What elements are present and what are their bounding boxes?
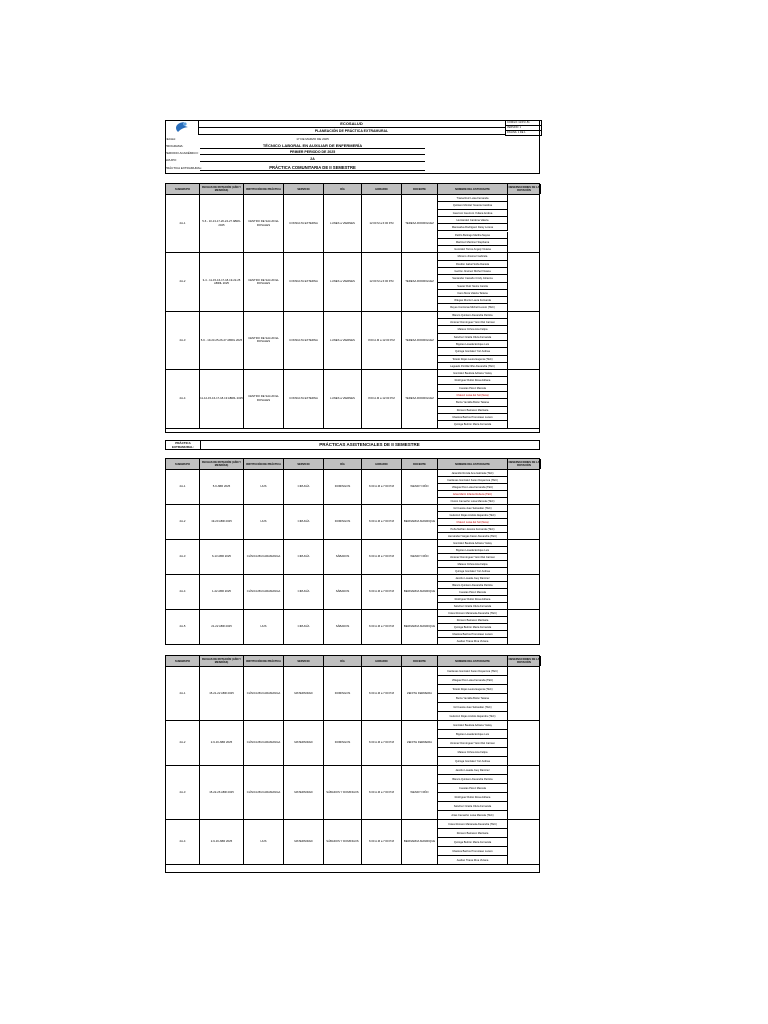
student-name: Gutiérrez Rojas Andrés Alejandra (TEC) <box>438 712 508 721</box>
column-header-day: DÍA <box>324 656 362 666</box>
student-name: Arias Marín Infante Rebeca (TEC) <box>438 491 508 498</box>
cell-institution: HUS <box>244 820 284 864</box>
column-header-day: DÍA <box>324 184 362 194</box>
student-name: Jiménez Domínguez Yeimi Del Carmen <box>438 739 508 748</box>
student-name: Cuestas Pérez Marcela <box>438 385 508 392</box>
cell-service: CONSULTA EXTERNA <box>284 370 324 427</box>
student-name: Cotes Romero Marianela Alexandra (TEC) <box>438 820 508 829</box>
student-name: Laguado Portilla Niño Alexandra (TEC) <box>438 363 508 370</box>
student-name: Cuestas Pérez Marcela <box>438 784 508 793</box>
cell-day: DOMINGOS <box>324 505 362 539</box>
student-name: Blanco Quintero Alexandra Patricia <box>438 582 508 589</box>
column-header-observations: OBSERVACIONES DE LA ROTACIÓN <box>508 186 540 192</box>
table-community <box>165 183 540 433</box>
banner-title: PRÁCTICAS ASISTENCIALES DE II SEMESTRE <box>319 442 420 447</box>
cell-institution: CENTRO DE SALUD EL ROSALES <box>244 195 284 252</box>
subgroup-row <box>166 540 539 575</box>
subgroup-row <box>166 470 539 505</box>
cell-observations <box>508 312 541 369</box>
program-label: PROGRAMA: <box>165 144 184 148</box>
cell-day: LUNES a VIERNES <box>324 253 362 310</box>
cell-observations <box>508 195 541 252</box>
student-name: Sánchez Ocaña Olivia Fernanda <box>438 334 508 341</box>
column-header-students: NOMBRE DEL ESTUDIANTE <box>438 184 508 194</box>
cell-subgroup: 2A-2 <box>166 721 200 765</box>
cell-hours: 6:00 A.M a 7:00 P.M <box>362 766 402 819</box>
column-header-service: SERVICIO <box>284 184 324 194</box>
cell-observations <box>508 470 541 504</box>
student-name: Gil Cuesta Juan Sebastián (TEC) <box>438 703 508 712</box>
cell-subgroup: 2A-2 <box>166 253 200 310</box>
subgroup-row <box>166 610 539 645</box>
student-name: Rodríguez Rubio Rosa Adriana <box>438 596 508 603</box>
cell-dates: 21-22 ABR 2025 <box>200 610 244 644</box>
cell-observations <box>508 667 541 720</box>
subgroup-row <box>166 766 539 820</box>
subgroup-row <box>166 820 539 865</box>
code-line: VERSIÓN: 1 <box>506 126 541 131</box>
code-line: PÁGINA: 1 DE 1 <box>507 131 526 134</box>
cell-service: MATERNIDAD <box>284 667 324 720</box>
practice-label: PRÁCTICA EXTRAMURAL: <box>165 166 203 170</box>
student-name: Gil Cuesta Juan Sebastián (TEC) <box>438 505 508 512</box>
student-name: Romero Barrasco Maritsela <box>438 617 508 624</box>
student-name: Villegas Pico Luisa Fernanda (TEC) <box>438 676 508 685</box>
cell-hours: 6:00 A.M a 7:00 P.M <box>362 721 402 765</box>
cell-subgroup: 2A-1 <box>166 195 200 252</box>
student-name: Jiménez Domínguez Yeimi Del Carmen <box>438 319 508 326</box>
cell-institution: CLÍNICA BUCARAMANGA <box>244 721 284 765</box>
cell-observations <box>508 766 541 819</box>
cell-hours: 6:00 A.M a 7:00 P.M <box>362 540 402 574</box>
student-name: Chávez Luisa del Sol (Neta) <box>438 519 508 526</box>
student-name: Hernández Cardona Valeria <box>438 217 508 224</box>
subgroup-row <box>166 195 539 253</box>
student-name: Avellan Triana Rina Viviana <box>438 638 508 645</box>
student-name: Cotes Romero Marianela Alexandra (TEC) <box>438 610 508 617</box>
student-name: Quintero Montiel Yesenia Carolina <box>438 202 508 209</box>
student-name: Gutiérrez Rojas Andrés Alejandra (TEC) <box>438 512 508 519</box>
cell-hours: 6:00 A.M a 7:00 P.M <box>362 575 402 609</box>
cell-institution: CENTRO DE SALUD EL ROSALES <box>244 312 284 369</box>
column-header-hours: HORARIO <box>362 184 402 194</box>
school-name: ECOSALUD <box>198 121 505 128</box>
student-name: González Bautista Adriana Yoslay <box>438 540 508 547</box>
student-name: Cuestas Pérez Marcela <box>438 589 508 596</box>
cell-teacher: WENDY NIÑO <box>402 540 438 574</box>
cell-teacher: TERESA RODRIGUEZ <box>402 253 438 310</box>
cell-hours: 8:00 A.M a 12:00 P.M <box>362 370 402 427</box>
code-box <box>505 120 542 136</box>
student-name: Santander Castaño Cindy Johanna <box>438 275 508 282</box>
cell-observations <box>508 575 541 609</box>
cell-service: CIRUGÍA <box>284 470 324 504</box>
cell-observations <box>508 253 541 310</box>
cell-day: LUNES a VIERNES <box>324 195 362 252</box>
cell-day: DOMINGOS <box>324 470 362 504</box>
cell-service: CONSULTA EXTERNA <box>284 195 324 252</box>
cell-day: SÁBADOS Y DOMINGOS <box>324 820 362 864</box>
student-name: Ubatoca Barrios Promotaso Lucero <box>438 414 508 421</box>
student-name: Rondón Isabel Sofía Daniela <box>438 261 508 268</box>
student-name: Mateus Ochoa Ana Felipa <box>438 748 508 757</box>
cell-institution: CENTRO DE SALUD EL ROSALES <box>244 370 284 427</box>
column-header-institution: INSTITUCIÓN DE PRÁCTICA <box>244 184 284 194</box>
cell-observations <box>508 721 541 765</box>
student-name: Patiño Buitrago Martha Nayive <box>438 232 508 239</box>
cell-dates: 1-22 ABR 2025 <box>200 575 244 609</box>
student-name: Hernández Vargas Karen Alexandra (TEC) <box>438 533 508 540</box>
student-name: Jacobo Losada Joey Ramírez <box>438 766 508 775</box>
column-header-hours: HORARIO <box>362 459 402 469</box>
cell-day: SÁBADOS <box>324 610 362 644</box>
student-name: Quiroga Gonzalez Yuri Andrea <box>438 757 508 766</box>
table-header <box>166 656 539 667</box>
subgroup-row <box>166 505 539 540</box>
cell-observations <box>508 610 541 644</box>
student-name: Triana Ruiz Luisa Fernanda <box>438 195 508 202</box>
column-header-subgroup: SUBGRUPO <box>166 184 200 194</box>
doc-title: PLANEACIÓN DE PRÁCTICA EXTRAMURAL <box>198 128 505 135</box>
cell-hours: 12:00 M a 6:00 P.M <box>362 195 402 252</box>
cell-subgroup: 2A-4 <box>166 575 200 609</box>
practice-value: PRÁCTICA COMUNITARIA DE II SEMESTRE <box>200 165 425 171</box>
student-name: Reyes Contreras Michell Lucero (TEC) <box>438 304 508 311</box>
student-name: Martínez Martínez Stephania <box>438 239 508 246</box>
student-name: Moreno Jiménez Gabriela <box>438 253 508 260</box>
cell-dates: 5-6 - 10-13-17-20-24-27 ABRIL 2025 <box>200 195 244 252</box>
student-name: Blanco Quintero Alexandra Patricia <box>438 775 508 784</box>
cell-subgroup: 2A-3 <box>166 766 200 819</box>
student-name: Osorio Camacho Luisa Marcela (TEC) <box>438 498 508 505</box>
column-header-day: DÍA <box>324 459 362 469</box>
cell-subgroup: 2A-2 <box>166 505 200 539</box>
cell-observations <box>508 370 541 427</box>
student-name: Chávez Luisa del Sol (Neta) <box>438 392 508 399</box>
cell-institution: CLÍNICA BUCARAMANGA <box>244 575 284 609</box>
cell-service: CIRUGÍA <box>284 505 324 539</box>
cell-subgroup: 2A-4 <box>166 370 200 427</box>
column-header-teacher: DOCENTE <box>402 656 438 666</box>
cell-teacher: WENDY NIÑO <box>402 470 438 504</box>
cell-subgroup: 2A-1 <box>166 667 200 720</box>
student-name: Sánchez Ocaña Olivia Fernanda <box>438 802 508 811</box>
date-label: FECHA: <box>165 137 177 141</box>
student-name: Bigotes Losada Enrique Luis <box>438 547 508 554</box>
cell-hours: 12:00 M a 6:00 P.M <box>362 253 402 310</box>
column-header-service: SERVICIO <box>284 656 324 666</box>
student-name: Quiroga Buitrón María Fernanda <box>438 624 508 631</box>
cell-teacher: BERNARDA MANRIQUE <box>402 505 438 539</box>
cell-teacher: WENDY NIÑO <box>402 766 438 819</box>
cell-dates: 15-21-22 ABR 2025 <box>200 667 244 720</box>
cell-teacher: TERESA RODRIGUEZ <box>402 195 438 252</box>
cell-hours: 6:00 A.M a 7:00 P.M <box>362 610 402 644</box>
student-name: Buiza Yamilda Botón Tatiana <box>438 694 508 703</box>
student-name: Jiménez Domínguez Yeimi Del Carmen <box>438 554 508 561</box>
student-name: Mateus Ochoa Ana Felipa <box>438 326 508 333</box>
student-name: Bigotes Losada Enrique Luis <box>438 730 508 739</box>
cell-institution: CENTRO DE SALUD EL ROSALES <box>244 253 284 310</box>
student-name: Sánchez Ocaña Olivia Fernanda <box>438 603 508 610</box>
student-name: Mateus Ochoa Ana Felipa <box>438 561 508 568</box>
table-assistance-surgery <box>165 458 540 645</box>
student-name: Villegas Rincón Laura Fernanda <box>438 297 508 304</box>
cell-teacher: TERESA RODRIGUEZ <box>402 370 438 427</box>
cell-dates: 5-6 - 19-23-25-26-27 ABRIL 2025 <box>200 312 244 369</box>
cell-service: MATERNIDAD <box>284 820 324 864</box>
cell-subgroup: 2A-4 <box>166 820 200 864</box>
table-header <box>166 184 539 195</box>
cell-hours: 8:00 A.M a 12:00 P.M <box>362 312 402 369</box>
cell-teacher: BERNARDA MANRIQUE <box>402 610 438 644</box>
cell-observations <box>508 540 541 574</box>
column-header-students: NOMBRE DEL ESTUDIANTE <box>438 656 508 666</box>
cell-hours: 6:00 A.M a 7:00 P.M <box>362 470 402 504</box>
cell-institution: CLÍNICA BUCARAMANGA <box>244 667 284 720</box>
cell-institution: CLÍNICA BUCARAMANGA <box>244 766 284 819</box>
cell-hours: 6:00 A.M a 7:00 P.M <box>362 667 402 720</box>
cell-institution: HUS <box>244 470 284 504</box>
cell-institution: CLÍNICA BUCARAMANGA <box>244 540 284 574</box>
student-name: Quiroga Gonzalez Yuri Andrea <box>438 348 508 355</box>
student-name: González Bautista Adriana Yoslay <box>438 370 508 377</box>
cell-day: SÁBADOS <box>324 575 362 609</box>
column-header-students: NOMBRE DEL ESTUDIANTE <box>438 459 508 469</box>
cell-service: CIRUGÍA <box>284 575 324 609</box>
column-header-hours: HORARIO <box>362 656 402 666</box>
column-header-institution: INSTITUCIÓN DE PRÁCTICA <box>244 656 284 666</box>
cell-teacher: ZENITH FERREIRA <box>402 721 438 765</box>
period-label: PERIODO ACADÉMICO: <box>165 151 199 155</box>
student-name: Jaramillo Ronda Ana Gabriela (TEC) <box>438 470 508 477</box>
cell-hours: 6:00 A.M a 7:00 P.M <box>362 505 402 539</box>
student-name: Cardenas Gonzalez Karen Dayannna (TEC) <box>438 667 508 676</box>
cell-institution: HUS <box>244 610 284 644</box>
cell-dates: 11-12-15-16-17-18-19 ABRIL 2025 <box>200 370 244 427</box>
student-name: Blanco Quintero Alexandra Patricia <box>438 312 508 319</box>
column-header-observations: OBSERVACIONES DE LA ROTACIÓN <box>508 461 540 467</box>
student-name: Quiroga Buitrón María Fernanda <box>438 421 508 428</box>
logo-icon <box>168 121 194 134</box>
cell-subgroup: 2A-3 <box>166 312 200 369</box>
student-name: Bigotes Losada Enrique Luis <box>438 341 508 348</box>
subgroup-row <box>166 253 539 311</box>
student-name: Garzón Jiménez Michel Viviana <box>438 268 508 275</box>
cell-day: SÁBADOS Y DOMINGOS <box>324 766 362 819</box>
cell-dates: 2-9-16 ABR 2025 <box>200 820 244 864</box>
cell-service: MATERNIDAD <box>284 721 324 765</box>
student-name: Ubatoca Barrios Promotaso Lucero <box>438 631 508 638</box>
cell-day: SÁBADOS <box>324 540 362 574</box>
table-assistance-maternity <box>165 655 540 873</box>
cell-subgroup: 2A-3 <box>166 540 200 574</box>
student-name: Villegas Pico Luisa Fernanda (TEC) <box>438 484 508 491</box>
banner-label: PRÁCTICA EXTRAMURAL: <box>166 441 201 449</box>
cell-dates: 5-6 ABR 2025 <box>200 470 244 504</box>
student-name: Manosalva Rodríguez Deisy Lorena <box>438 224 508 231</box>
student-name: Cardenas Gonzalez Karen Dayannna (TEC) <box>438 477 508 484</box>
program-value: TÉCNICO LABORAL EN AUXILIAR DE ENFERMERÍA <box>200 143 425 149</box>
logo <box>168 121 199 135</box>
date-value: 17 DE MARZO DE 2025 <box>296 137 329 141</box>
cell-day: LUNES a VIERNES <box>324 370 362 427</box>
student-name: Romero Barrasco Maritsela <box>438 829 508 838</box>
column-header-observations: OBSERVACIONES DE LA ROTACIÓN <box>508 658 540 664</box>
student-name: Cano Mora Valeria Tatiana <box>438 290 508 297</box>
column-header-teacher: DOCENTE <box>402 184 438 194</box>
cell-service: CONSULTA EXTERNA <box>284 253 324 310</box>
column-header-service: SERVICIO <box>284 459 324 469</box>
column-header-subgroup: SUBGRUPO <box>166 459 200 469</box>
student-name: Buiza Yamilda Botón Tatiana <box>438 399 508 406</box>
column-header-subgroup: SUBGRUPO <box>166 656 200 666</box>
student-name: Quiroga Buitrón María Fernanda <box>438 838 508 847</box>
cell-service: MATERNIDAD <box>284 766 324 819</box>
cell-teacher: TERESA RODRIGUEZ <box>402 312 438 369</box>
cell-dates: 6-13 ABR 2025 <box>200 540 244 574</box>
cell-observations <box>508 820 541 864</box>
column-header-institution: INSTITUCIÓN DE PRÁCTICA <box>244 459 284 469</box>
subgroup-row <box>166 575 539 610</box>
student-name: Avellan Triana Rina Viviana <box>438 856 508 865</box>
cell-subgroup: 2A-5 <box>166 610 200 644</box>
column-header-teacher: DOCENTE <box>402 459 438 469</box>
student-name: Guerrero Guerrero Yuliana Andrea <box>438 210 508 217</box>
table-header <box>166 459 539 470</box>
cell-teacher: BERNARDA MANRIQUE <box>402 820 438 864</box>
cell-observations <box>508 505 541 539</box>
student-name: Ubatoca Barrios Promotaso Lucero <box>438 847 508 856</box>
student-name: Rodríguez Rubio Rosa Adriana <box>438 793 508 802</box>
student-name: González Torres Angely Viviana <box>438 246 508 253</box>
cell-subgroup: 2A-1 <box>166 470 200 504</box>
student-name: González Bautista Adriana Yoslay <box>438 721 508 730</box>
cell-dates: 2-9-16 ABR 2025 <box>200 721 244 765</box>
column-header-dates: FECHAS DE ROTACIÓN (AÑO Y MES/DÍAS) <box>200 459 244 469</box>
cell-day: DOMINGOS <box>324 667 362 720</box>
group-label: GRUPO: <box>165 158 177 162</box>
section-banner <box>165 440 540 450</box>
group-value: 2A <box>200 157 425 162</box>
cell-hours: 6:00 A.M a 7:00 P.M <box>362 820 402 864</box>
cell-dates: 3-4 - 11-15-16-17-18-19-22-25 ABRIL 2025 <box>200 253 244 310</box>
subgroup-row <box>166 667 539 721</box>
column-header-dates: FECHAS DE ROTACIÓN (AÑO Y MES/DÍAS) <box>200 184 244 194</box>
cell-service: CONSULTA EXTERNA <box>284 312 324 369</box>
student-name: Peña Nelfran Jessica Fernanda (TEC) <box>438 526 508 533</box>
cell-service: CIRUGÍA <box>284 610 324 644</box>
cell-teacher: BERNARDA MANRIQUE <box>402 575 438 609</box>
cell-dates: 19-20 ABR 2025 <box>200 505 244 539</box>
cell-institution: HUS <box>244 505 284 539</box>
student-name: Quiroga Gonzalez Yuri Andrea <box>438 568 508 575</box>
student-name: Toledo Rojas Laura Eugenia (TEC) <box>438 685 508 694</box>
student-name: Arias Camacho Luisa Marcela (TEC) <box>438 811 508 820</box>
cell-service: CIRUGÍA <box>284 540 324 574</box>
cell-day: LUNES a VIERNES <box>324 312 362 369</box>
subgroup-row <box>166 312 539 370</box>
student-name: Toledo Rojas Laura Eugenia (TEC) <box>438 356 508 363</box>
student-name: Romero Barrasco Maritsela <box>438 407 508 414</box>
student-name: Rodríguez Rubio Rosa Adriana <box>438 377 508 384</box>
period-value: PRIMER PERIODO DE 2025 <box>200 150 425 155</box>
cell-teacher: ZENITH FERREIRA <box>402 667 438 720</box>
column-header-dates: FECHAS DE ROTACIÓN (AÑO Y MES/DÍAS) <box>200 656 244 666</box>
student-name: Jacobo Losada Joey Ramírez <box>438 575 508 582</box>
subgroup-row <box>166 721 539 766</box>
subgroup-row <box>166 370 539 428</box>
cell-day: DOMINGOS <box>324 721 362 765</box>
code-line: CÓDIGO: GFP-F-51 <box>506 121 541 126</box>
student-name: Suarez Ruiz Sierra Camila <box>438 283 508 290</box>
cell-dates: 15-22-26 ABR 2025 <box>200 766 244 819</box>
